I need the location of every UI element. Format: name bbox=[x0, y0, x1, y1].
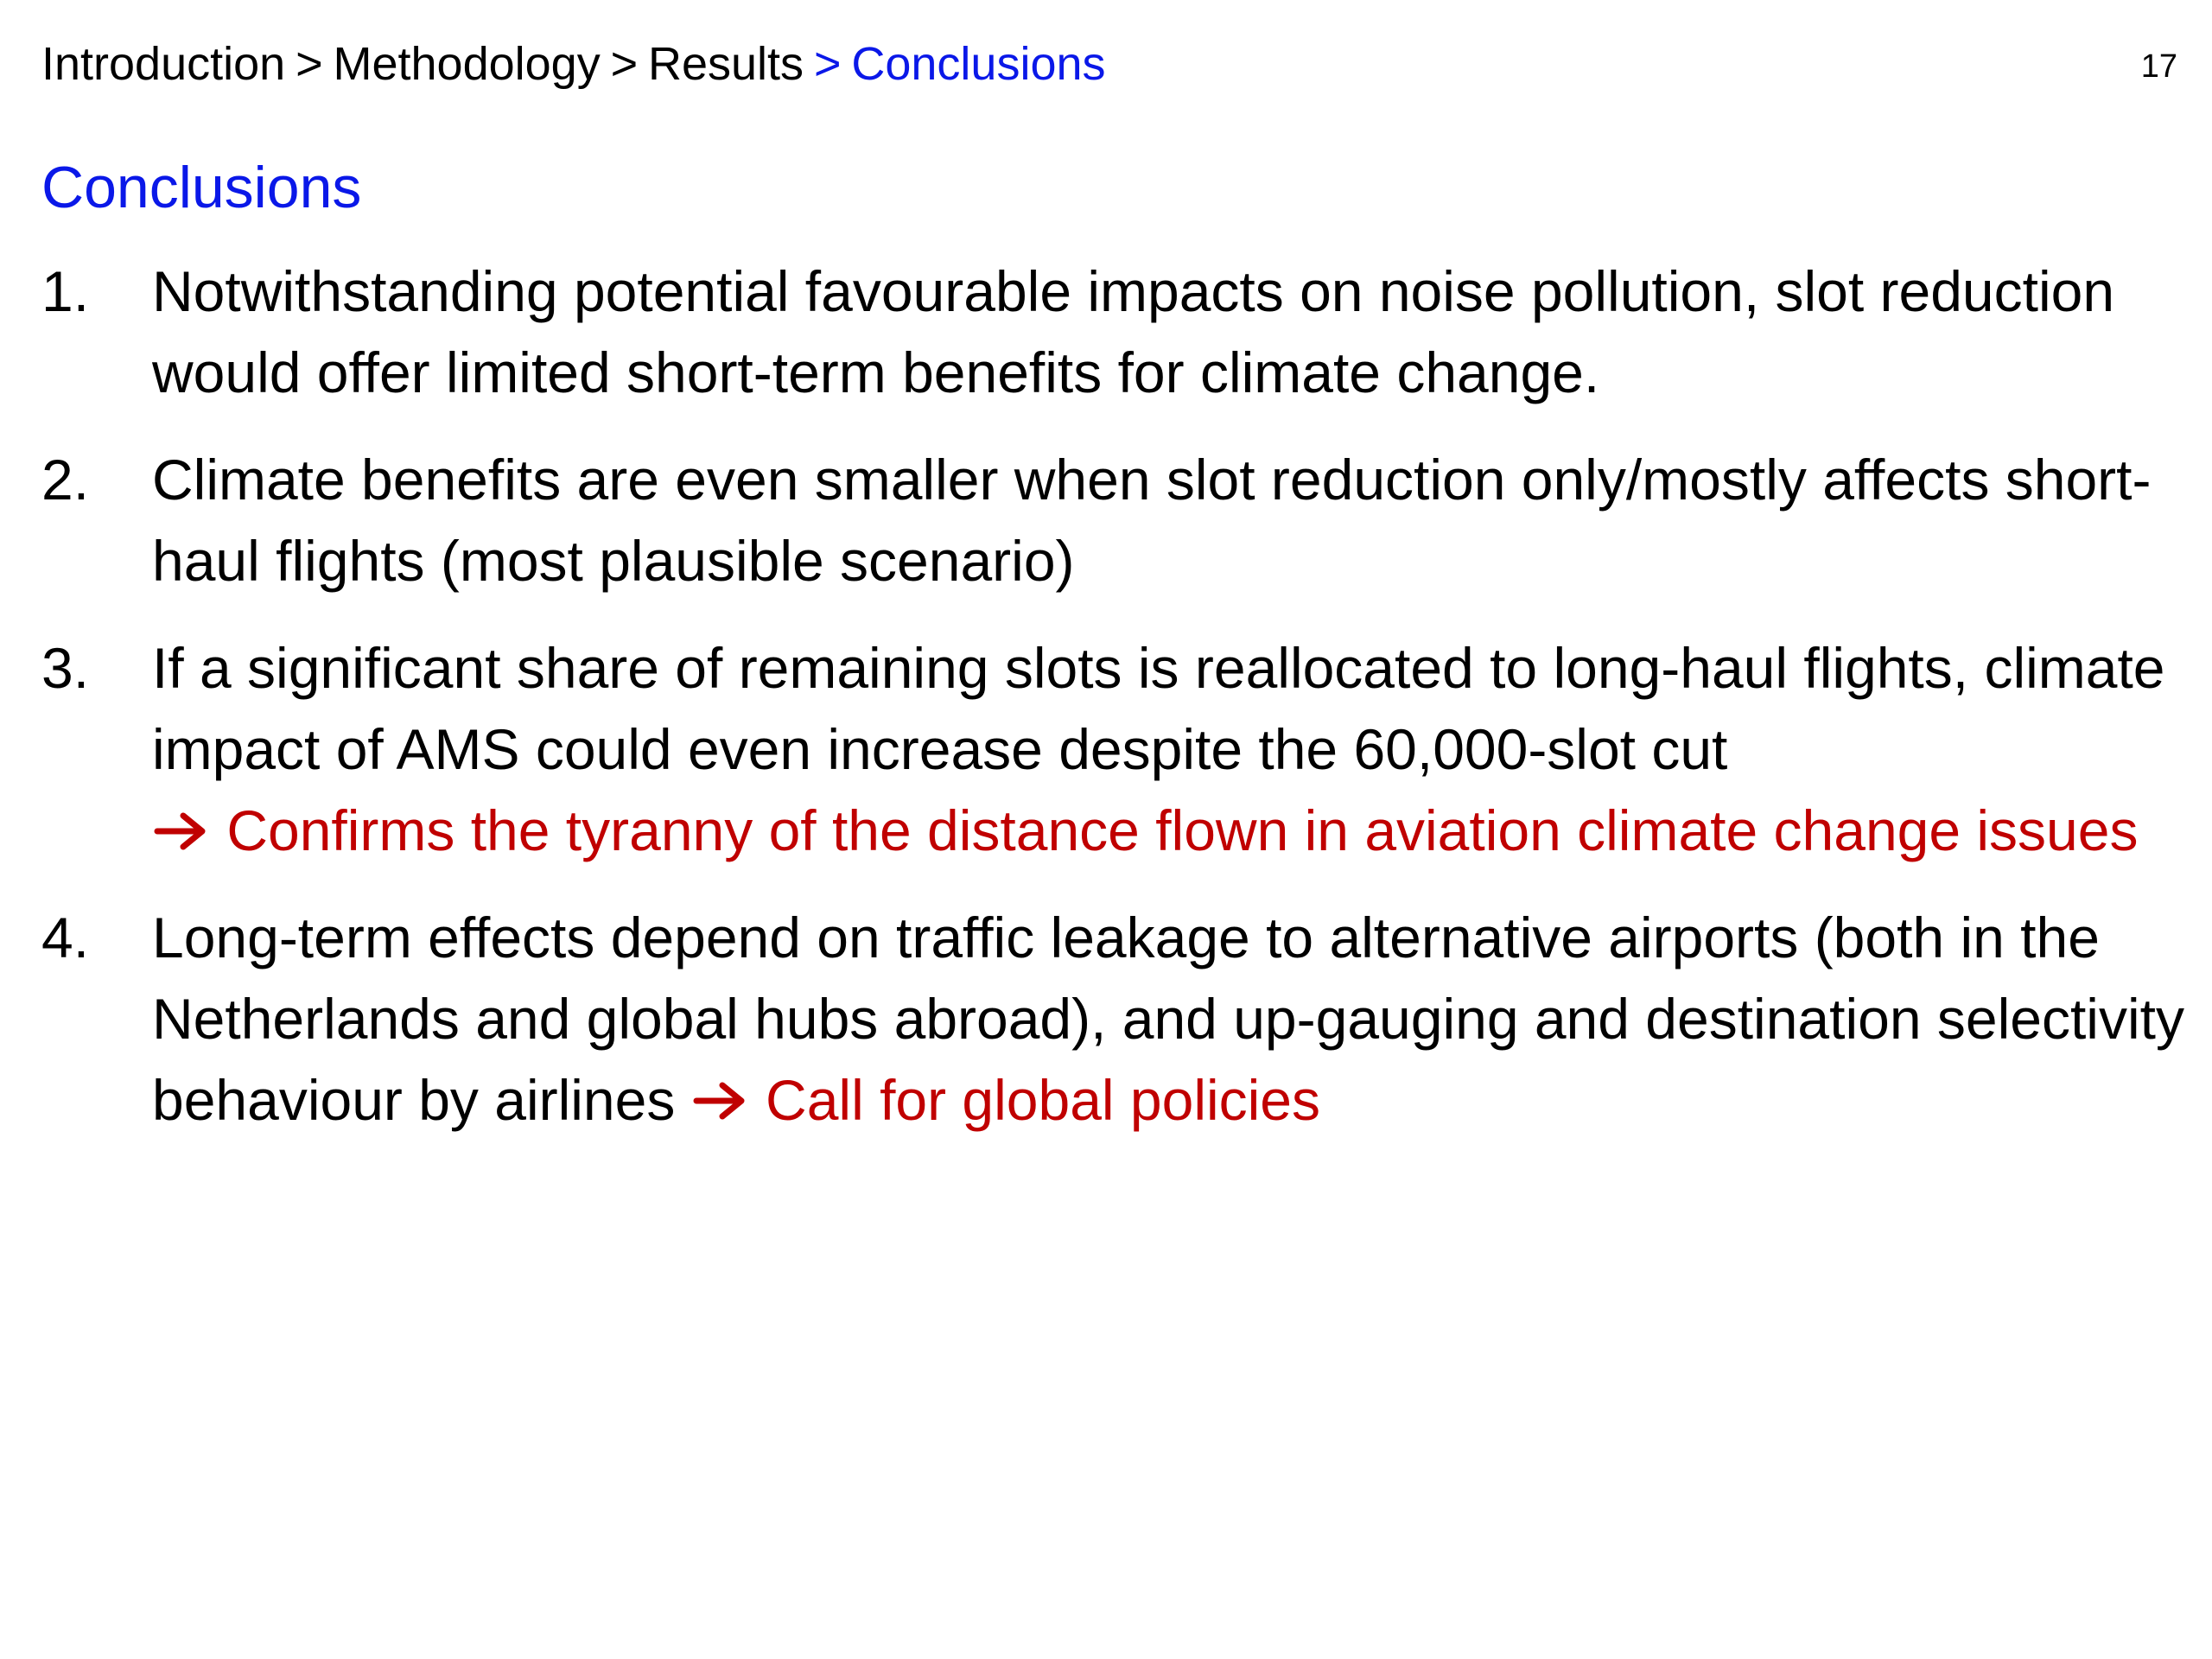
item-text: If a significant share of remaining slots is reallocated to long-haul flights, climate impact of AMS could even increase despite the 60,000-slot cut bbox=[152, 636, 2165, 781]
list-item bbox=[41, 251, 2184, 413]
highlight-text: Confirms the tyranny of the distance flown in aviation climate change issues bbox=[226, 798, 2139, 862]
item-number: 3. bbox=[41, 636, 90, 700]
list-item bbox=[41, 627, 2184, 871]
page-number: 17 bbox=[2140, 48, 2177, 85]
list-item bbox=[41, 439, 2184, 601]
item-text: Notwithstanding potential favourable impacts on noise pollution, slot reduction would offer limited short-term benefits for climate change. bbox=[152, 259, 2115, 404]
breadcrumb-separator: > bbox=[813, 38, 842, 90]
item-highlight bbox=[152, 798, 2138, 862]
list-item bbox=[41, 897, 2184, 1141]
breadcrumb-item-results[interactable]: Results bbox=[648, 38, 804, 90]
item-text: Long-term effects depend on traffic leakage to alternative airports (both in the Netherlands and global hubs abroad), and up-gauging and destination selectivity behaviour by airlines bbox=[152, 906, 2184, 1132]
breadcrumb-separator: > bbox=[296, 38, 323, 90]
breadcrumb-item-conclusions: Conclusions bbox=[851, 38, 1106, 90]
item-number: 2. bbox=[41, 448, 90, 512]
item-highlight bbox=[691, 1068, 1320, 1132]
breadcrumb bbox=[41, 31, 1106, 97]
breadcrumb-item-methodology[interactable]: Methodology bbox=[333, 38, 601, 90]
right-arrow-icon bbox=[691, 1078, 750, 1123]
right-arrow-icon bbox=[152, 809, 211, 854]
item-number: 4. bbox=[41, 906, 90, 969]
breadcrumb-separator: > bbox=[610, 38, 639, 90]
item-number: 1. bbox=[41, 259, 90, 323]
breadcrumb-item-introduction[interactable]: Introduction bbox=[41, 38, 286, 90]
item-text: Climate benefits are even smaller when slot reduction only/mostly affects short-haul flights (most plausible scenario) bbox=[152, 448, 2152, 593]
conclusions-list bbox=[41, 251, 2184, 1166]
highlight-text: Call for global policies bbox=[766, 1068, 1321, 1132]
page-title: Conclusions bbox=[41, 155, 362, 220]
